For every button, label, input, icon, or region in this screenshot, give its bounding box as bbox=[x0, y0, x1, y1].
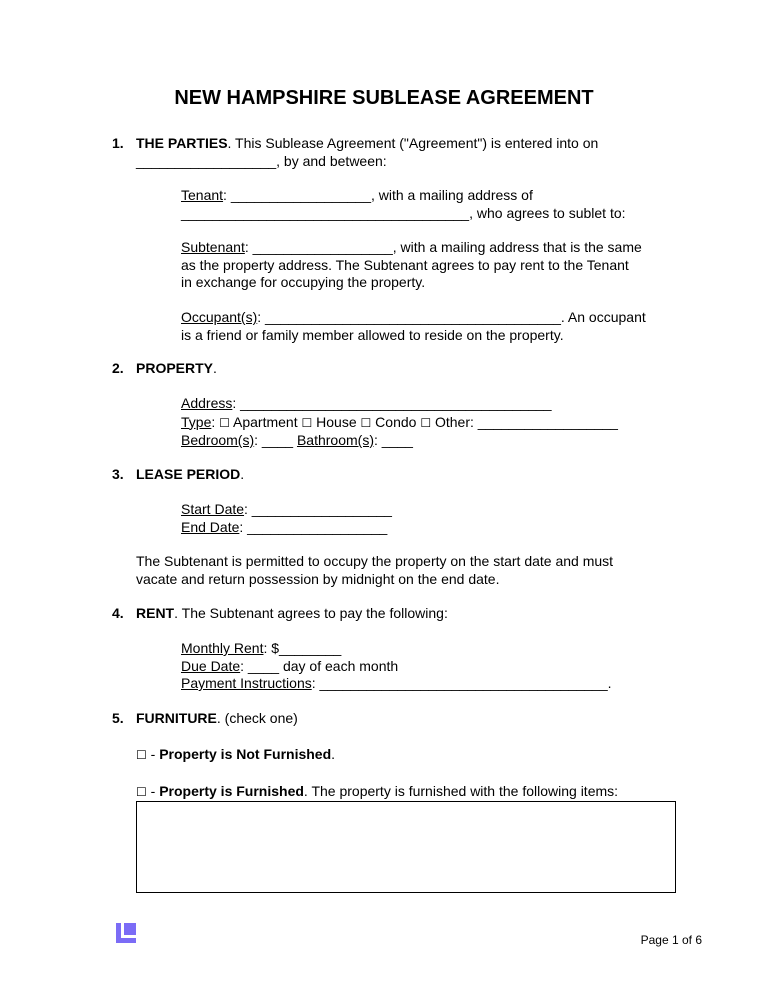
not-furnished-label: Property is Not Furnished bbox=[159, 746, 332, 762]
subtenant-field[interactable]: : __________________, with a mailing address that is the same bbox=[244, 239, 642, 255]
furnished-checkbox[interactable]: ☐ bbox=[136, 785, 147, 799]
payment-instructions-label: Payment Instructions bbox=[181, 675, 312, 691]
furniture-heading: FURNITURE bbox=[136, 710, 217, 726]
address-label: Address bbox=[181, 395, 233, 411]
apartment-checkbox[interactable]: ☐ bbox=[219, 415, 230, 430]
furnished-option: ☐ - Property is Furnished. The property is furnished with the following items: bbox=[136, 783, 619, 799]
address-field[interactable]: : ________________________________________ bbox=[232, 395, 552, 411]
tenant-address-field[interactable]: _____________________________________, who agrees to sublet to: bbox=[181, 204, 626, 221]
document-title: NEW HAMPSHIRE SUBLEASE AGREEMENT bbox=[174, 87, 594, 109]
other-checkbox[interactable]: ☐ bbox=[420, 415, 432, 430]
house-option: House bbox=[312, 413, 361, 430]
tenant-block bbox=[181, 187, 681, 222]
section-number: 4. bbox=[112, 605, 124, 621]
brand-logo-icon bbox=[114, 921, 138, 945]
section-number: 5. bbox=[112, 710, 124, 726]
page-number: Page 1 of 6 bbox=[640, 933, 702, 947]
furnished-label: Property is Furnished bbox=[159, 783, 304, 799]
condo-option: Condo bbox=[371, 413, 421, 430]
condo-checkbox[interactable]: ☐ bbox=[360, 415, 372, 430]
end-date-label: End Date bbox=[181, 518, 240, 535]
monthly-rent-field[interactable]: : $________ bbox=[263, 640, 342, 656]
occupant-label: Occupant(s) bbox=[181, 309, 258, 325]
section-number: 2. bbox=[112, 360, 124, 376]
subtenant-block: Subtenant: __________________, with a mailing address that is the same as the property address. The Subtenant agrees to pay rent to the Tenant in exchange for occupying the property. bbox=[181, 239, 642, 290]
property-details: Address: ________________________________________ Type: ☐ Apartment ☐ House ☐ Condo ☐ Other: __________________ Bedroom(s): ____ Bathroom(s): ____ bbox=[181, 395, 618, 448]
bedrooms-field[interactable]: : ____ bbox=[254, 432, 297, 448]
not-furnished-checkbox[interactable]: ☐ bbox=[136, 748, 147, 762]
due-date-field[interactable]: : ____ day of each month bbox=[240, 657, 399, 674]
section-number: 3. bbox=[112, 466, 124, 482]
property-heading: PROPERTY bbox=[136, 360, 214, 376]
bathrooms-label: Bathroom(s) bbox=[296, 432, 374, 448]
furnished-items-box[interactable] bbox=[136, 801, 676, 893]
apartment-option: Apartment bbox=[229, 413, 302, 430]
due-date-label: Due Date bbox=[181, 657, 241, 674]
lease-period-paragraph: The Subtenant is permitted to occupy the property on the start date and must vacate and return possession by midnight on the end date. bbox=[136, 553, 614, 587]
parties-line-1: THE PARTIES. This Sublease Agreement ("Agreement") is entered into on bbox=[136, 135, 599, 151]
type-label: Type bbox=[181, 413, 212, 430]
not-furnished-option: ☐ - Property is Not Furnished. bbox=[136, 746, 336, 762]
occupant-block: Occupant(s): ______________________________________. An occupant is a friend or family member allowed to reside on the property. bbox=[181, 309, 646, 343]
monthly-rent-label: Monthly Rent bbox=[181, 640, 264, 656]
tenant-field[interactable]: : __________________, with a mailing address of bbox=[223, 187, 533, 203]
rent-heading: RENT bbox=[136, 605, 175, 621]
house-checkbox[interactable]: ☐ bbox=[301, 415, 313, 430]
parties-heading: THE PARTIES bbox=[136, 135, 228, 151]
occupant-field[interactable]: : ______________________________________. An occupant bbox=[257, 309, 646, 325]
section-number: 1. bbox=[112, 135, 124, 151]
rent-details bbox=[181, 640, 681, 693]
bedrooms-label: Bedroom(s) bbox=[181, 432, 255, 448]
start-date-label: Start Date bbox=[181, 501, 245, 517]
tenant-label: Tenant bbox=[181, 187, 224, 203]
lease-period-heading: LEASE PERIOD bbox=[136, 466, 241, 482]
lease-dates bbox=[181, 501, 681, 536]
bathrooms-field[interactable]: : ____ bbox=[374, 432, 413, 448]
start-date-field[interactable]: : __________________ bbox=[244, 501, 392, 517]
subtenant-label: Subtenant bbox=[181, 239, 245, 255]
document-page: NEW HAMPSHIRE SUBLEASE AGREEMENT 1. THE PARTIES. This Sublease Agreement ("Agreement") is entered into on __________________, by and between: Tenant: __________________, with a mailing address of _____________________________________, who agrees to sublet to: Subtenant: __________________, with a mailing address that is the same as the property address. The Subtenant agrees to pay rent to the Tenant in exchange for occupying the property. Occupant(s): ______________________________________. An occupant is a friend or family member allowed to reside on the property. 2. PROPERTY. Address: ________________________________________ Type: ☐ Apartment ☐ House ☐ Condo ☐ Other: __________________ Bedroom(s): ____ Bathroom(s): ____ 3. LEASE PERIOD. Start Date: __________________ End Date: __________________ The Subtenant is permitted to occupy the property on the start date and must vacate and return possession by midnight on the end date. 4. RENT. The Subtenant agrees to pay the following: Monthly Rent: $________ Due Date: ____ day of each month Payment Instructions: _____________________________________. 5. FURNITURE. (check one) ☐ - Property is Not Furnished. ☐ - Property is Furnished. The property is furnished with the following items: Page 1 of 6 bbox=[0, 0, 768, 994]
other-option-field[interactable]: Other: __________________ bbox=[431, 413, 618, 430]
end-date-field[interactable]: : __________________ bbox=[239, 518, 388, 535]
parties-line-2: __________________, by and between: bbox=[136, 152, 387, 169]
payment-instructions-field[interactable]: : _____________________________________. bbox=[311, 675, 612, 691]
